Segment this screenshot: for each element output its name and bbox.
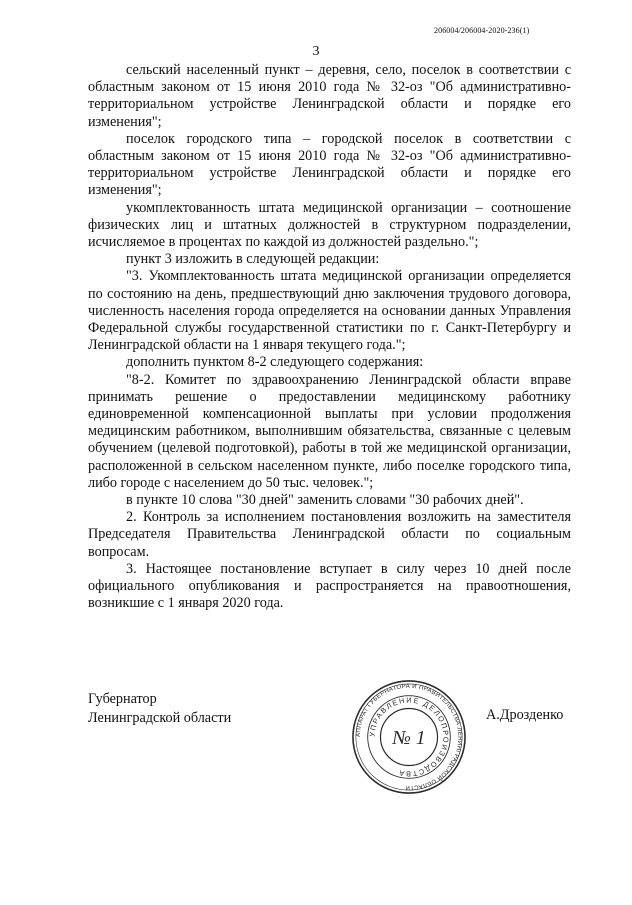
signature-name: А.Дрозденко (486, 707, 564, 723)
stamp-inner-text: УПРАВЛЕНИЕ ДЕЛОПРОИЗВОДСТВА (367, 695, 451, 779)
paragraph-item8-2-text: "8-2. Комитет по здравоохранению Ленинградской области вправе принимать решение о предоставлении медицинскому работнику единовременной компенсационной выплаты при условии продолжения медицинским работником, выполнившим обязательства, связанные с целевым обучением (целевой подготовкой), работы в той же медицинской организации, расположенной в сельском населенном пункте, либо поселке городского типа, либо городе с населением до 50 тыс. человек."; (88, 371, 571, 491)
paragraph-urban-settlement-definition: поселок городского типа – городской поселок в соответствии с областным законом от 15 июня 2010 года № 32-оз "Об административно-территориальном устройстве Ленинградской области и порядке его изменения"; (88, 130, 571, 199)
paragraph-control: 2. Контроль за исполнением постановления возложить на заместителя Председателя Правительства Ленинградской области по социальным вопросам. (88, 509, 571, 560)
paragraph-rural-definition: сельский населенный пункт – деревня, село, поселок в соответствии с областным законом от 15 июня 2010 года № 32-оз "Об административно-территориальном устройстве Ленинградской области и порядке его изменения"; (88, 62, 571, 130)
paragraph-item10: в пункте 10 слова "30 дней" заменить словами "30 рабочих дней". (126, 492, 524, 509)
stamp-outer-text: АППАРАТ ГУБЕРНАТОРА И ПРАВИТЕЛЬСТВА ЛЕНИНГРАДСКОЙ ОБЛАСТИ (354, 682, 464, 792)
paragraph-item8-2-intro: дополнить пунктом 8-2 следующего содержания: (126, 354, 424, 371)
paragraph-item3-intro: пункт 3 изложить в следующей редакции: (126, 251, 380, 268)
document-id: 206004/206004-2020-236(1) (434, 26, 530, 35)
document-body (88, 62, 571, 613)
official-seal-stamp (350, 678, 468, 796)
paragraph-item3-text: "3. Укомплектованность штата медицинской организации определяется по состоянию на день, предшествующий дню заключения трудового договора, численность населения города определяется на основании данных Управления Федеральной службы государственной статистики по г. Санкт-Петербургу и Ленинградской области на 1 января текущего года."; (88, 268, 571, 354)
stamp-number: № 1 (392, 726, 426, 749)
signature-region: Ленинградской области (88, 710, 232, 726)
paragraph-effective-date: 3. Настоящее постановление вступает в силу через 10 дней после официального опубликования и распространяется на правоотношения, возникшие с 1 января 2020 года. (88, 560, 571, 612)
paragraph-staffing-definition: укомплектованность штата медицинской организации – соотношение физических лиц и штатных должностей в структурном подразделении, исчисляемое в процентах по каждой из должностей раздельно."; (88, 199, 571, 251)
signature-position (88, 690, 231, 728)
signature-title: Губернатор (88, 691, 157, 707)
page-number: 3 (312, 44, 320, 59)
